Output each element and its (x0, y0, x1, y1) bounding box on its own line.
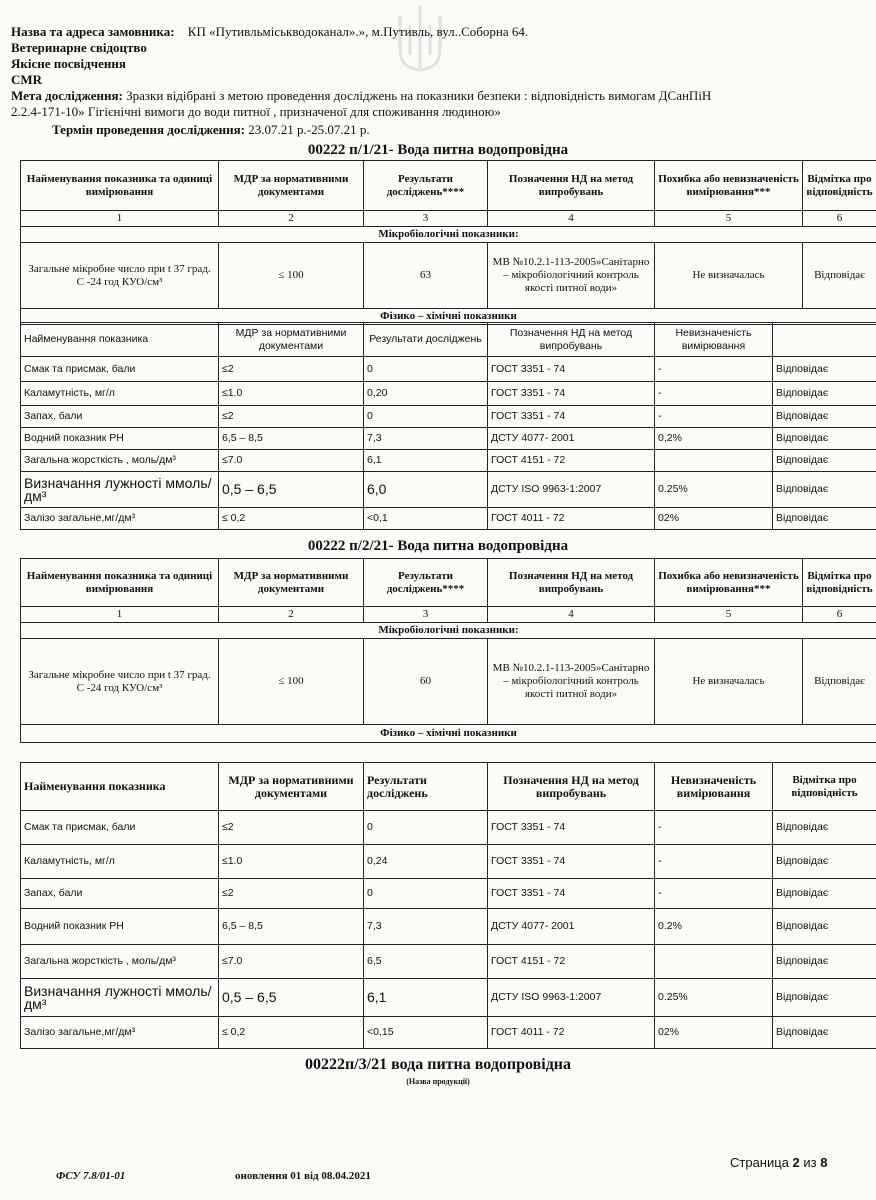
sample1-micro-table (20, 160, 876, 325)
cell-mark: Відповідає (773, 945, 876, 979)
cell-result: 0 (364, 879, 488, 909)
header-uncert: Невизначеність вимірювання (655, 763, 773, 811)
header-result: Результати досліджень (364, 323, 488, 357)
header-name: Найменування показника (21, 763, 219, 811)
table-header-row (21, 763, 876, 811)
cell-name: Загальна жорсткість , моль/дм³ (21, 450, 219, 472)
term-label: Термін проведення дослідження: (52, 122, 246, 137)
table-row (21, 945, 876, 979)
cell-uncert (655, 945, 773, 979)
cell-name: Водний показник РН (21, 428, 219, 450)
cell-mdr: ≤ 100 (219, 243, 364, 309)
header-name: Найменування показника та одиниці вимірювання (21, 559, 219, 607)
cell-method: ГОСТ 4151 - 72 (488, 945, 655, 979)
cell-mdr: 0,5 – 6,5 (219, 472, 364, 508)
term-value: 23.07.21 р.-25.07.21 р. (248, 122, 370, 137)
col-num: 6 (803, 607, 876, 623)
cell-method: ДСТУ 4077- 2001 (488, 909, 655, 945)
cell-name: Загальне мікробне число при t 37 град. С -24 год КУО/см³ (21, 243, 219, 309)
cell-result: 0,20 (364, 382, 488, 406)
cell-result: 63 (364, 243, 488, 309)
sample2-phys-table (20, 762, 876, 1049)
cell-uncert: - (655, 357, 773, 382)
header-method: Позначення НД на метод випробувань (488, 161, 655, 211)
cell-method: ГОСТ 4011 - 72 (488, 508, 655, 530)
page-number: 2 (792, 1155, 800, 1170)
cell-result: 6,1 (364, 979, 488, 1017)
header-result: Результати досліджень (364, 763, 488, 811)
page-total: 8 (820, 1155, 828, 1170)
header-result: Результати досліджень**** (364, 161, 488, 211)
cmr-label: CMR (11, 72, 43, 87)
col-num: 3 (364, 607, 488, 623)
cell-name: Залізо загальне,мг/дм³ (21, 1017, 219, 1049)
cell-uncert (655, 450, 773, 472)
table-row (21, 508, 876, 530)
table-row (21, 450, 876, 472)
table-row (21, 811, 876, 845)
cell-uncert: Не визначалась (655, 639, 803, 725)
cell-method: МВ №10.2.1-113-2005»Санітарно – мікробіологічний контроль якості питної води» (488, 243, 655, 309)
cell-method: ДСТУ ISO 9963-1:2007 (488, 979, 655, 1017)
table-row (21, 979, 876, 1017)
cell-result: 7,3 (364, 428, 488, 450)
cell-name: Визначання лужності ммоль/дм³ (21, 472, 219, 508)
header-mark (773, 323, 876, 357)
trident-watermark (390, 0, 450, 80)
cell-mdr: ≤7.0 (219, 450, 364, 472)
cell-result: <0,1 (364, 508, 488, 530)
vet-certificate: Ветеринарне свідоцтво (11, 40, 147, 55)
form-code: ФСУ 7.8/01-01 (56, 1170, 126, 1182)
cell-mark: Відповідає (773, 357, 876, 382)
cell-mark: Відповідає (773, 472, 876, 508)
cell-mark: Відповідає (773, 508, 876, 530)
header-method: Позначення НД на метод випробувань (488, 763, 655, 811)
cell-name: Каламутність, мг/л (21, 845, 219, 879)
cell-result: <0,15 (364, 1017, 488, 1049)
sample3-title: 00222п/3/21 вода питна водопровідна (304, 1056, 572, 1073)
cell-uncert: - (655, 845, 773, 879)
purpose-value-1: Зразки відібрані з метою проведення досліджень на показники безпеки : відповідність вимогам ДСанПіН (126, 88, 712, 103)
cell-mark: Відповідає (773, 428, 876, 450)
page-prefix: Страница (730, 1155, 789, 1170)
cell-result: 0 (364, 357, 488, 382)
table-row (21, 382, 876, 406)
cell-mdr: 6,5 – 8,5 (219, 909, 364, 945)
cell-uncert: 02% (655, 1017, 773, 1049)
header-mark: Відмітка про відповідність (803, 161, 876, 211)
purpose-label: Мета дослідження: (11, 88, 123, 103)
col-num: 4 (488, 607, 655, 623)
cell-method: ГОСТ 4011 - 72 (488, 1017, 655, 1049)
phys-band: Фізико – хімічні показники (21, 725, 876, 743)
col-num: 5 (655, 211, 803, 227)
cell-result: 6,1 (364, 450, 488, 472)
phys-band-row (21, 725, 876, 743)
cell-name: Каламутність, мг/л (21, 382, 219, 406)
cell-method: МВ №10.2.1-113-2005»Санітарно – мікробіологічний контроль якості питної води» (488, 639, 655, 725)
sample1-title: 00222 п/1/21- Вода питна водопровідна (307, 142, 569, 158)
col-num: 5 (655, 607, 803, 623)
cell-name: Залізо загальне,мг/дм³ (21, 508, 219, 530)
cell-mark: Відповідає (773, 382, 876, 406)
cell-mark: Відповідає (773, 811, 876, 845)
col-num: 3 (364, 211, 488, 227)
sample3-subtitle: (Назва продукції) (406, 1077, 470, 1086)
cell-method: ГОСТ 3351 - 74 (488, 357, 655, 382)
cell-mark: Відповідає (773, 1017, 876, 1049)
table-row (21, 1017, 876, 1049)
header-uncert: Невизначеність вимірювання (655, 323, 773, 357)
cell-mark: Відповідає (773, 979, 876, 1017)
cell-method: ДСТУ ISO 9963-1:2007 (488, 472, 655, 508)
cell-result: 60 (364, 639, 488, 725)
col-num: 1 (21, 607, 219, 623)
cell-mark: Відповідає (773, 406, 876, 428)
header-name: Найменування показника (21, 323, 219, 357)
table-row (21, 879, 876, 909)
page-mid: из (803, 1155, 817, 1170)
cell-uncert: - (655, 879, 773, 909)
cell-method: ГОСТ 4151 - 72 (488, 450, 655, 472)
col-num: 1 (21, 211, 219, 227)
cell-method: ГОСТ 3351 - 74 (488, 811, 655, 845)
table-row (21, 472, 876, 508)
header-mdr: МДР за нормативними документами (219, 559, 364, 607)
purpose-value-2: 2.2.4-171-10» Гігієнічні вимоги до води питної , призначеної для споживання людиною» (11, 104, 501, 119)
cell-mark: Відповідає (803, 243, 876, 309)
cell-method: ГОСТ 3351 - 74 (488, 879, 655, 909)
cell-name: Загальна жорсткість , моль/дм³ (21, 945, 219, 979)
micro-band-row (21, 623, 876, 639)
cell-result: 0,24 (364, 845, 488, 879)
cell-mdr: ≤2 (219, 406, 364, 428)
cell-mark: Відповідає (803, 639, 876, 725)
cell-mark: Відповідає (773, 879, 876, 909)
cell-uncert: - (655, 382, 773, 406)
customer-value: КП «Путивльміськводоканал».», м.Путивль, вул..Соборна 64. (187, 24, 529, 39)
cell-mdr: ≤2 (219, 879, 364, 909)
cell-uncert: Не визначалась (655, 243, 803, 309)
header-name: Найменування показника та одиниці вимірювання (21, 161, 219, 211)
cell-mark: Відповідає (773, 909, 876, 945)
cell-uncert: 0.25% (655, 979, 773, 1017)
cell-name: Водний показник РН (21, 909, 219, 945)
page-indicator (730, 1155, 828, 1170)
customer-line (11, 24, 528, 40)
cell-name: Смак та присмак, бали (21, 357, 219, 382)
cell-mdr: ≤2 (219, 357, 364, 382)
col-num: 2 (219, 607, 364, 623)
micro-band: Мікробіологічні показники: (21, 623, 876, 639)
cell-mdr: ≤ 0,2 (219, 1017, 364, 1049)
phys-band: Фізико – хімічні показники (21, 309, 876, 325)
col-num: 4 (488, 211, 655, 227)
table-number-row (21, 211, 876, 227)
header-mark: Відмітка про відповідність (803, 559, 876, 607)
table-row (21, 357, 876, 382)
cell-uncert: - (655, 811, 773, 845)
sample2-title: 00222 п/2/21- Вода питна водопровідна (307, 538, 569, 554)
purpose-line (11, 88, 711, 104)
cell-name: Смак та присмак, бали (21, 811, 219, 845)
header-result: Результати досліджень**** (364, 559, 488, 607)
cell-uncert: - (655, 406, 773, 428)
cell-name: Запах, бали (21, 879, 219, 909)
cell-uncert: 0.2% (655, 909, 773, 945)
header-method: Позначення НД на метод випробувань (488, 559, 655, 607)
cell-method: ДСТУ 4077- 2001 (488, 428, 655, 450)
table-row (21, 243, 876, 309)
customer-label: Назва та адреса замовника: (11, 24, 175, 39)
header-mark: Відмітка про відповідність (773, 763, 876, 811)
table-row (21, 639, 876, 725)
cell-name: Визначання лужності ммоль/дм³ (21, 979, 219, 1017)
quality-certificate: Якісне посвідчення (11, 56, 126, 71)
cell-mdr: 6,5 – 8,5 (219, 428, 364, 450)
cell-result: 0 (364, 811, 488, 845)
micro-band: Мікробіологічні показники: (21, 227, 876, 243)
table-row (21, 909, 876, 945)
sample2-micro-table (20, 558, 876, 743)
cell-result: 0 (364, 406, 488, 428)
table-row (21, 428, 876, 450)
table-header-row (21, 161, 876, 211)
cell-method: ГОСТ 3351 - 74 (488, 406, 655, 428)
cell-uncert: 02% (655, 508, 773, 530)
header-mdr: МДР за нормативними документами (219, 161, 364, 211)
header-method: Позначення НД на метод випробувань (488, 323, 655, 357)
sample1-phys-table (20, 322, 876, 530)
cell-name: Запах, бали (21, 406, 219, 428)
update-note: оновлення 01 від 08.04.2021 (235, 1170, 371, 1182)
cell-result: 6,0 (364, 472, 488, 508)
col-num: 2 (219, 211, 364, 227)
cell-name: Загальне мікробне число при t 37 град. С -24 год КУО/см³ (21, 639, 219, 725)
col-num: 6 (803, 211, 876, 227)
cell-mdr: ≤7.0 (219, 945, 364, 979)
cell-uncert: 0.25% (655, 472, 773, 508)
cell-method: ГОСТ 3351 - 74 (488, 845, 655, 879)
cell-mark: Відповідає (773, 450, 876, 472)
cell-mdr: ≤ 100 (219, 639, 364, 725)
micro-band-row (21, 227, 876, 243)
cell-mark: Відповідає (773, 845, 876, 879)
cell-uncert: 0,2% (655, 428, 773, 450)
header-uncert: Похибка або невизначеність вимірювання*** (655, 559, 803, 607)
header-uncert: Похибка або невизначеність вимірювання*** (655, 161, 803, 211)
table-row (21, 845, 876, 879)
cell-result: 6,5 (364, 945, 488, 979)
header-mdr: МДР за нормативними документами (219, 323, 364, 357)
table-number-row (21, 607, 876, 623)
header-mdr: МДР за нормативними документами (219, 763, 364, 811)
term-line (52, 122, 370, 138)
table-row (21, 406, 876, 428)
table-header-row (21, 323, 876, 357)
cell-mdr: ≤2 (219, 811, 364, 845)
cell-mdr: ≤1.0 (219, 845, 364, 879)
cell-mdr: ≤1.0 (219, 382, 364, 406)
cell-mdr: ≤ 0,2 (219, 508, 364, 530)
cell-method: ГОСТ 3351 - 74 (488, 382, 655, 406)
table-header-row (21, 559, 876, 607)
cell-result: 7,3 (364, 909, 488, 945)
cell-mdr: 0,5 – 6,5 (219, 979, 364, 1017)
